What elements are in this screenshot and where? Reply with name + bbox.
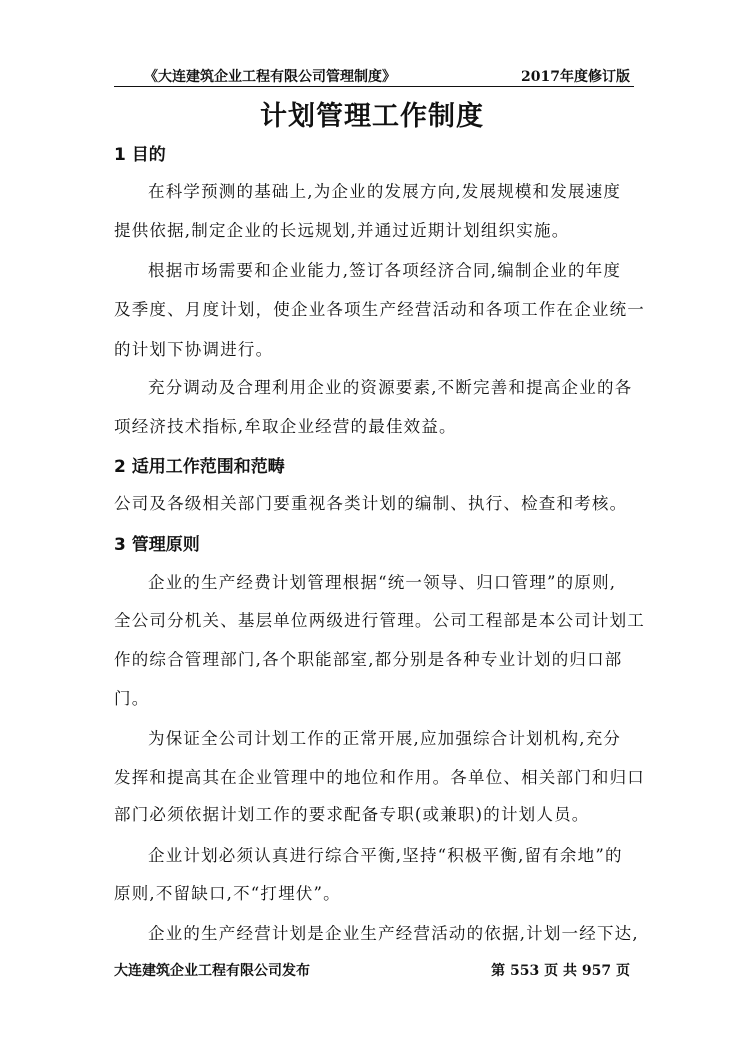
page-footer <box>114 960 634 982</box>
paragraph-line: 发挥和提高其在企业管理中的地位和作用。各单位、相关部门和归口 <box>114 768 645 787</box>
paragraph-line: 提供依据,制定企业的长远规划,并通过近期计划组织实施。 <box>114 221 570 240</box>
paragraph-line: 的计划下协调进行。 <box>114 340 274 359</box>
paragraph-line: 企业的生产经营计划是企业生产经营活动的依据,计划一经下达, <box>148 924 639 943</box>
paragraph-line: 项经济技术指标,牟取企业经营的最佳效益。 <box>114 417 457 436</box>
page-header <box>114 64 634 87</box>
paragraph-line: 门。 <box>114 689 150 708</box>
footer-publisher: 大连建筑企业工程有限公司发布 <box>114 963 310 979</box>
section-heading-principles: 3 管理原则 <box>114 535 200 555</box>
header-document-name: 《大连建筑企业工程有限公司管理制度》 <box>144 69 396 85</box>
paragraph-line: 原则,不留缺口,不“打埋伏”。 <box>114 884 341 903</box>
paragraph-line: 企业的生产经费计划管理根据“统一领导、归口管理”的原则, <box>148 573 617 592</box>
paragraph-line: 作的综合管理部门,各个职能部室,都分别是各种专业计划的归口部 <box>114 650 623 669</box>
paragraph-line: 充分调动及合理利用企业的资源要素,不断完善和提高企业的各 <box>148 378 633 397</box>
paragraph-line: 全公司分机关、基层单位两级进行管理。公司工程部是本公司计划工 <box>114 611 645 630</box>
section-heading-scope: 2 适用工作范围和范畴 <box>114 457 285 477</box>
footer-page-number: 第 553 页 共 957 页 <box>491 963 630 979</box>
paragraph-line: 为保证全公司计划工作的正常开展,应加强综合计划机构,充分 <box>148 729 622 748</box>
paragraph-line: 部门必须依据计划工作的要求配备专职(或兼职)的计划人员。 <box>114 805 590 824</box>
paragraph-line: 公司及各级相关部门要重视各类计划的编制、执行、检查和考核。 <box>114 494 628 513</box>
paragraph-line: 在科学预测的基础上,为企业的发展方向,发展规模和发展速度 <box>148 182 622 201</box>
document-title: 计划管理工作制度 <box>260 101 484 132</box>
header-edition: 2017年度修订版 <box>521 69 630 85</box>
paragraph-line: 根据市场需要和企业能力,签订各项经济合同,编制企业的年度 <box>148 261 622 280</box>
section-heading-purpose: 1 目的 <box>114 145 166 165</box>
paragraph-line: 企业计划必须认真进行综合平衡,坚持“积极平衡,留有余地”的 <box>148 846 623 865</box>
paragraph-line: 及季度、月度计划，使企业各项生产经营活动和各项工作在企业统一 <box>114 300 645 319</box>
